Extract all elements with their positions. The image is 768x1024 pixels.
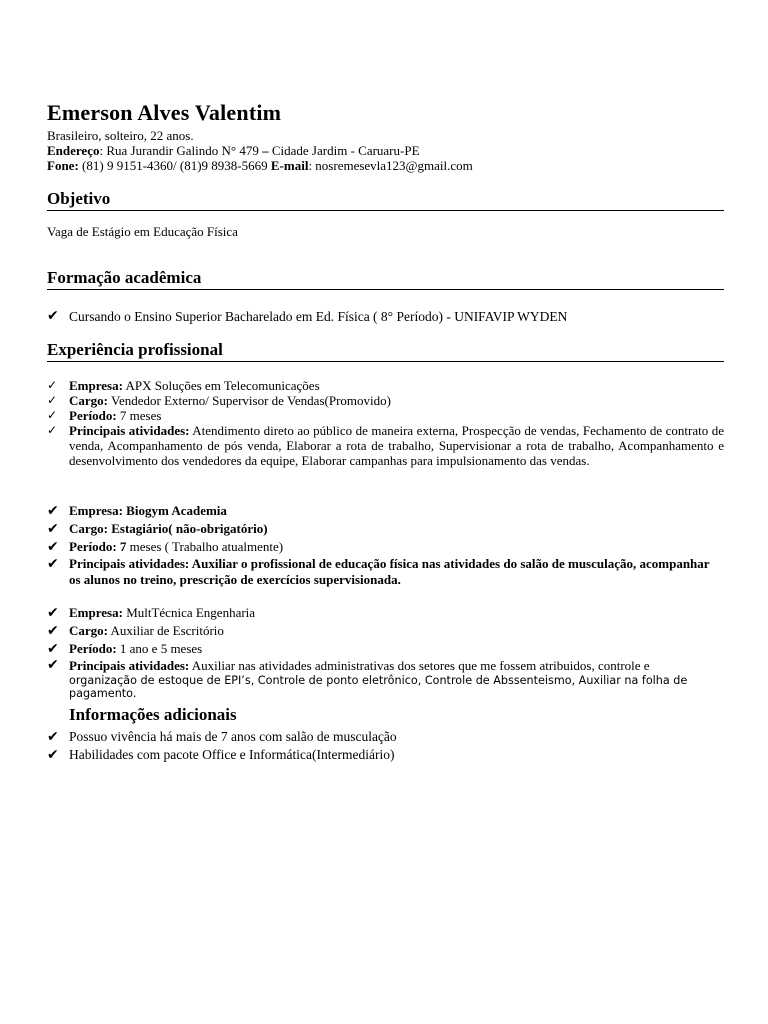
check-icon: ✔ (47, 308, 59, 324)
periodo-value: meses ( Trabalho atualmente) (126, 539, 284, 554)
list-item (47, 746, 724, 764)
atividades-line-3: pagamento. (69, 687, 137, 700)
empresa-value: APX Soluções em Telecomunicações (122, 378, 320, 393)
list-item (47, 658, 724, 700)
check-icon: ✓ (47, 378, 58, 392)
periodo-number: 7 (116, 539, 127, 554)
check-icon: ✓ (47, 423, 58, 437)
personal-info: Brasileiro, solteiro, 22 anos. (47, 128, 194, 143)
section-formacao-title: Formação acadêmica (47, 268, 724, 290)
formacao-list (47, 309, 724, 324)
atividades-text: Principais atividades: Auxiliar o profissional de educação física nas atividades do salão de musculação, acompanhar os alunos no treino, prescrição de exercícios supervisionada. (69, 556, 710, 587)
address-value: : Rua Jurandir Galindo N° 479 (99, 143, 263, 158)
list-item (47, 604, 724, 622)
check-icon: ✓ (47, 393, 58, 407)
periodo-label: Período: (69, 641, 117, 656)
list-item (47, 622, 724, 640)
section-objetivo-title: Objetivo (47, 189, 724, 211)
periodo-value: 1 ano e 5 meses (116, 641, 203, 656)
candidate-name: Emerson Alves Valentim (47, 100, 282, 125)
cargo-value: Vendedor Externo/ Supervisor de Vendas(Promovido) (108, 393, 391, 408)
cargo-text: Cargo: Estagiário( não-obrigatório) (69, 521, 268, 536)
empresa-label: Empresa: (69, 605, 123, 620)
check-icon: ✔ (47, 605, 59, 621)
periodo-label: Período: (69, 539, 117, 554)
atividades-line-2: organização de estoque de EPI’s, Controle de ponto eletrônico, Controle de Abssenteismo, Auxiliar na folha de (69, 674, 688, 687)
atividades-value: Atendimento direto ao público de maneira externa, Prospecção de vendas, Fechamento de contrato de venda, Acompanhamento de pós venda, Elaborar a rota de trabalho, Supervisionar a rota de trabalho, Acompanhamento e desenvolvimento dos vendedores da equipe, Elaborar campanhas para impulsionamento das vendas. (69, 423, 724, 468)
empresa-value: MultTécnica Engenharia (122, 605, 256, 620)
atividades-label: Principais atividades: (69, 658, 190, 673)
check-icon: ✓ (47, 408, 58, 422)
section-adicionais-title: Informações adicionais (69, 705, 237, 724)
job-biogym (47, 502, 724, 588)
list-item (47, 728, 724, 746)
check-icon: ✔ (47, 657, 59, 673)
check-icon: ✔ (47, 623, 59, 639)
periodo-value: 7 meses (116, 408, 162, 423)
list-item (47, 556, 724, 588)
check-icon: ✔ (47, 641, 59, 657)
check-icon: ✔ (47, 729, 59, 745)
adicional-item-text: Habilidades com pacote Office e Informática(Intermediário) (69, 747, 395, 762)
phone-label: Fone: (47, 158, 79, 173)
cargo-value: Auxiliar de Escritório (108, 623, 224, 638)
atividades-label: Principais atividades: (69, 423, 190, 438)
address-line (47, 143, 420, 158)
address-dash: – (262, 143, 269, 158)
formacao-item-text: Cursando o Ensino Superior Bacharelado em Ed. Física ( 8° Período) - UNIFAVIP WYDEN (69, 309, 568, 324)
periodo-label: Período: (69, 408, 117, 423)
address-label: Endereço (47, 143, 100, 158)
phone-value: (81) 9 9151-4360/ (81)9 8938-5669 (78, 158, 271, 173)
email-value[interactable]: : nosremesevla123@gmail.com (308, 158, 473, 173)
empresa-text: Empresa: Biogym Academia (69, 503, 227, 518)
list-item (47, 640, 724, 658)
list-item (47, 408, 724, 423)
list-item (47, 520, 724, 538)
list-item (47, 378, 724, 393)
list-item (47, 423, 724, 468)
check-icon: ✔ (47, 521, 59, 537)
adicional-item-text: Possuo vivência há mais de 7 anos com salão de musculação (69, 729, 397, 744)
cargo-label: Cargo: (69, 623, 108, 638)
check-icon: ✔ (47, 539, 59, 555)
job-apx (47, 378, 724, 468)
empresa-label: Empresa: (69, 378, 123, 393)
email-label: E-mail (270, 158, 309, 173)
check-icon: ✔ (47, 503, 59, 519)
address-rest: Cidade Jardim - Caruaru-PE (268, 143, 420, 158)
list-item (47, 538, 724, 556)
atividades-line-1: Auxiliar nas atividades administrativas dos setores que me fossem atribuidos, controle e (189, 658, 650, 673)
contact-line (47, 158, 473, 173)
list-item (47, 393, 724, 408)
check-icon: ✔ (47, 747, 59, 763)
adicionais-list (47, 728, 724, 764)
list-item (47, 502, 724, 520)
objetivo-text: Vaga de Estágio em Educação Física (47, 224, 238, 239)
cargo-label: Cargo: (69, 393, 108, 408)
check-icon: ✔ (47, 556, 59, 572)
list-item (47, 309, 724, 324)
section-experiencia-title: Experiência profissional (47, 340, 724, 362)
job-multtecnica (47, 604, 724, 700)
